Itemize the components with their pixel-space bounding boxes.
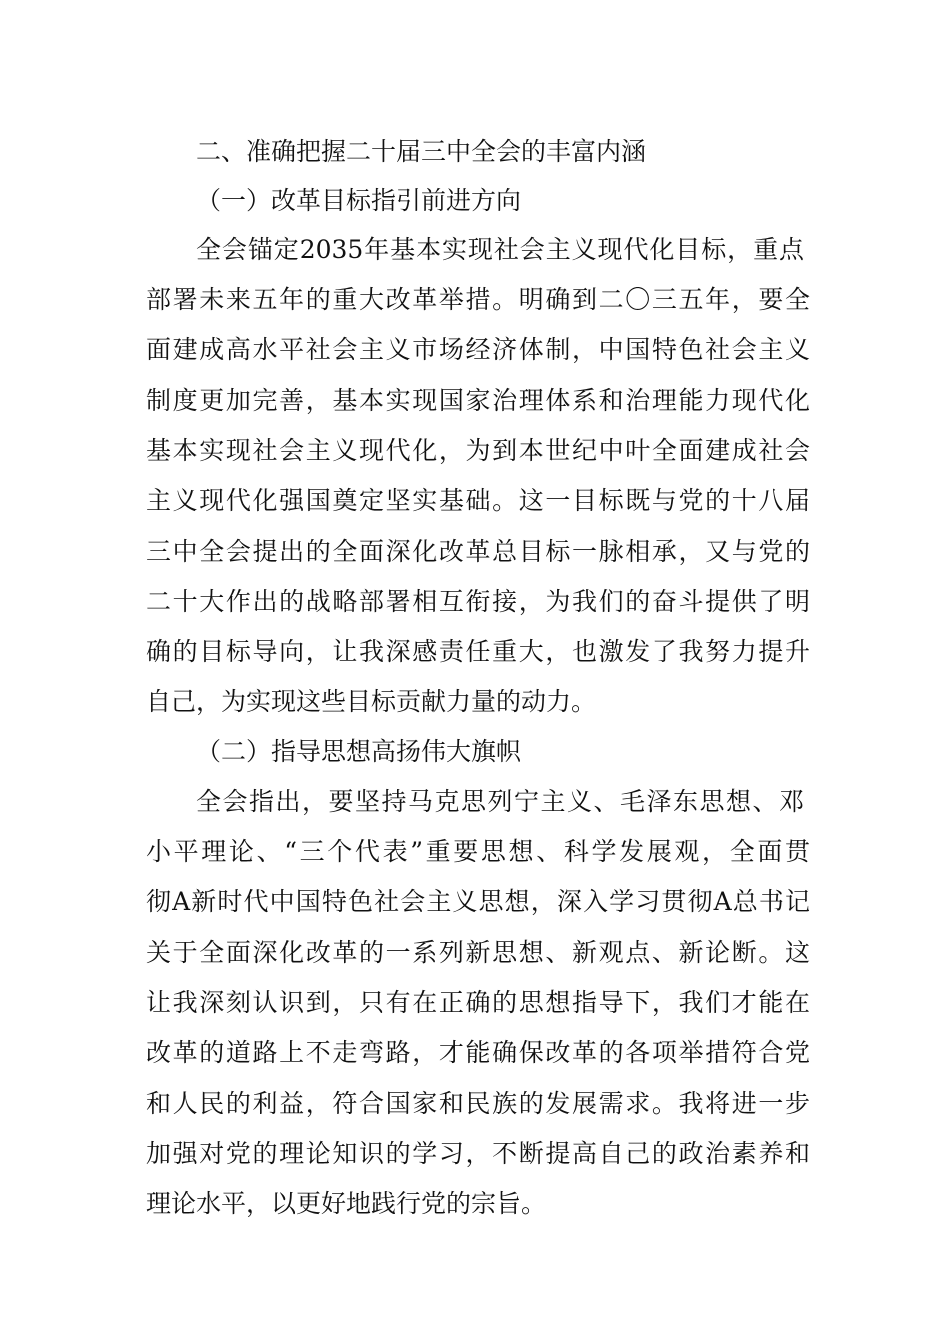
paragraph-2-line-1: 全会指出，要坚持马克思列宁主义、毛泽东思想、邓 — [196, 787, 804, 816]
paragraph-1-line-10: 自己，为实现这些目标贡献力量的动力。 — [146, 687, 597, 716]
paragraph-1-line-3: 面建成高水平社会主义市场经济体制，中国特色社会主义 — [146, 335, 810, 364]
paragraph-2-line-7: 和人民的利益，符合国家和民族的发展需求。我将进一步 — [146, 1089, 810, 1118]
paragraph-2-line-3: 彻A新时代中国特色社会主义思想，深入学习贯彻A总书记 — [146, 887, 810, 916]
paragraph-1-line-8: 二十大作出的战略部署相互衔接，为我们的奋斗提供了明 — [146, 587, 810, 616]
paragraph-1-line-2: 部署未来五年的重大改革举措。明确到二〇三五年，要全 — [146, 285, 810, 314]
subsection-heading-1: （一）改革目标指引前进方向 — [196, 186, 522, 215]
paragraph-1-line-6: 主义现代化强国奠定坚实基础。这一目标既与党的十八届 — [146, 486, 810, 515]
paragraph-1-line-5: 基本实现社会主义现代化，为到本世纪中叶全面建成社会 — [146, 436, 810, 465]
paragraph-1-line-4: 制度更加完善，基本实现国家治理体系和治理能力现代化 — [146, 386, 810, 415]
paragraph-2-line-5: 让我深刻认识到，只有在正确的思想指导下，我们才能在 — [146, 988, 810, 1017]
paragraph-2-line-6: 改革的道路上不走弯路，才能确保改革的各项举措符合党 — [146, 1038, 810, 1067]
subsection-heading-2: （二）指导思想高扬伟大旗帜 — [196, 737, 522, 766]
paragraph-2-line-8: 加强对党的理论知识的学习，不断提高自己的政治素养和 — [146, 1139, 810, 1168]
paragraph-1-line-9: 确的目标导向，让我深感责任重大，也激发了我努力提升 — [146, 637, 810, 666]
paragraph-2-line-9: 理论水平，以更好地践行党的宗旨。 — [146, 1189, 547, 1218]
section-heading: 二、准确把握二十届三中全会的丰富内涵 — [196, 137, 647, 166]
paragraph-2-line-4: 关于全面深化改革的一系列新思想、新观点、新论断。这 — [146, 938, 810, 967]
paragraph-1-line-7: 三中全会提出的全面深化改革总目标一脉相承，又与党的 — [146, 537, 810, 566]
paragraph-1-line-1: 全会锚定2035年基本实现社会主义现代化目标，重点 — [196, 235, 804, 264]
paragraph-2-line-2: 小平理论、“三个代表”重要思想、科学发展观，全面贯 — [146, 837, 810, 866]
